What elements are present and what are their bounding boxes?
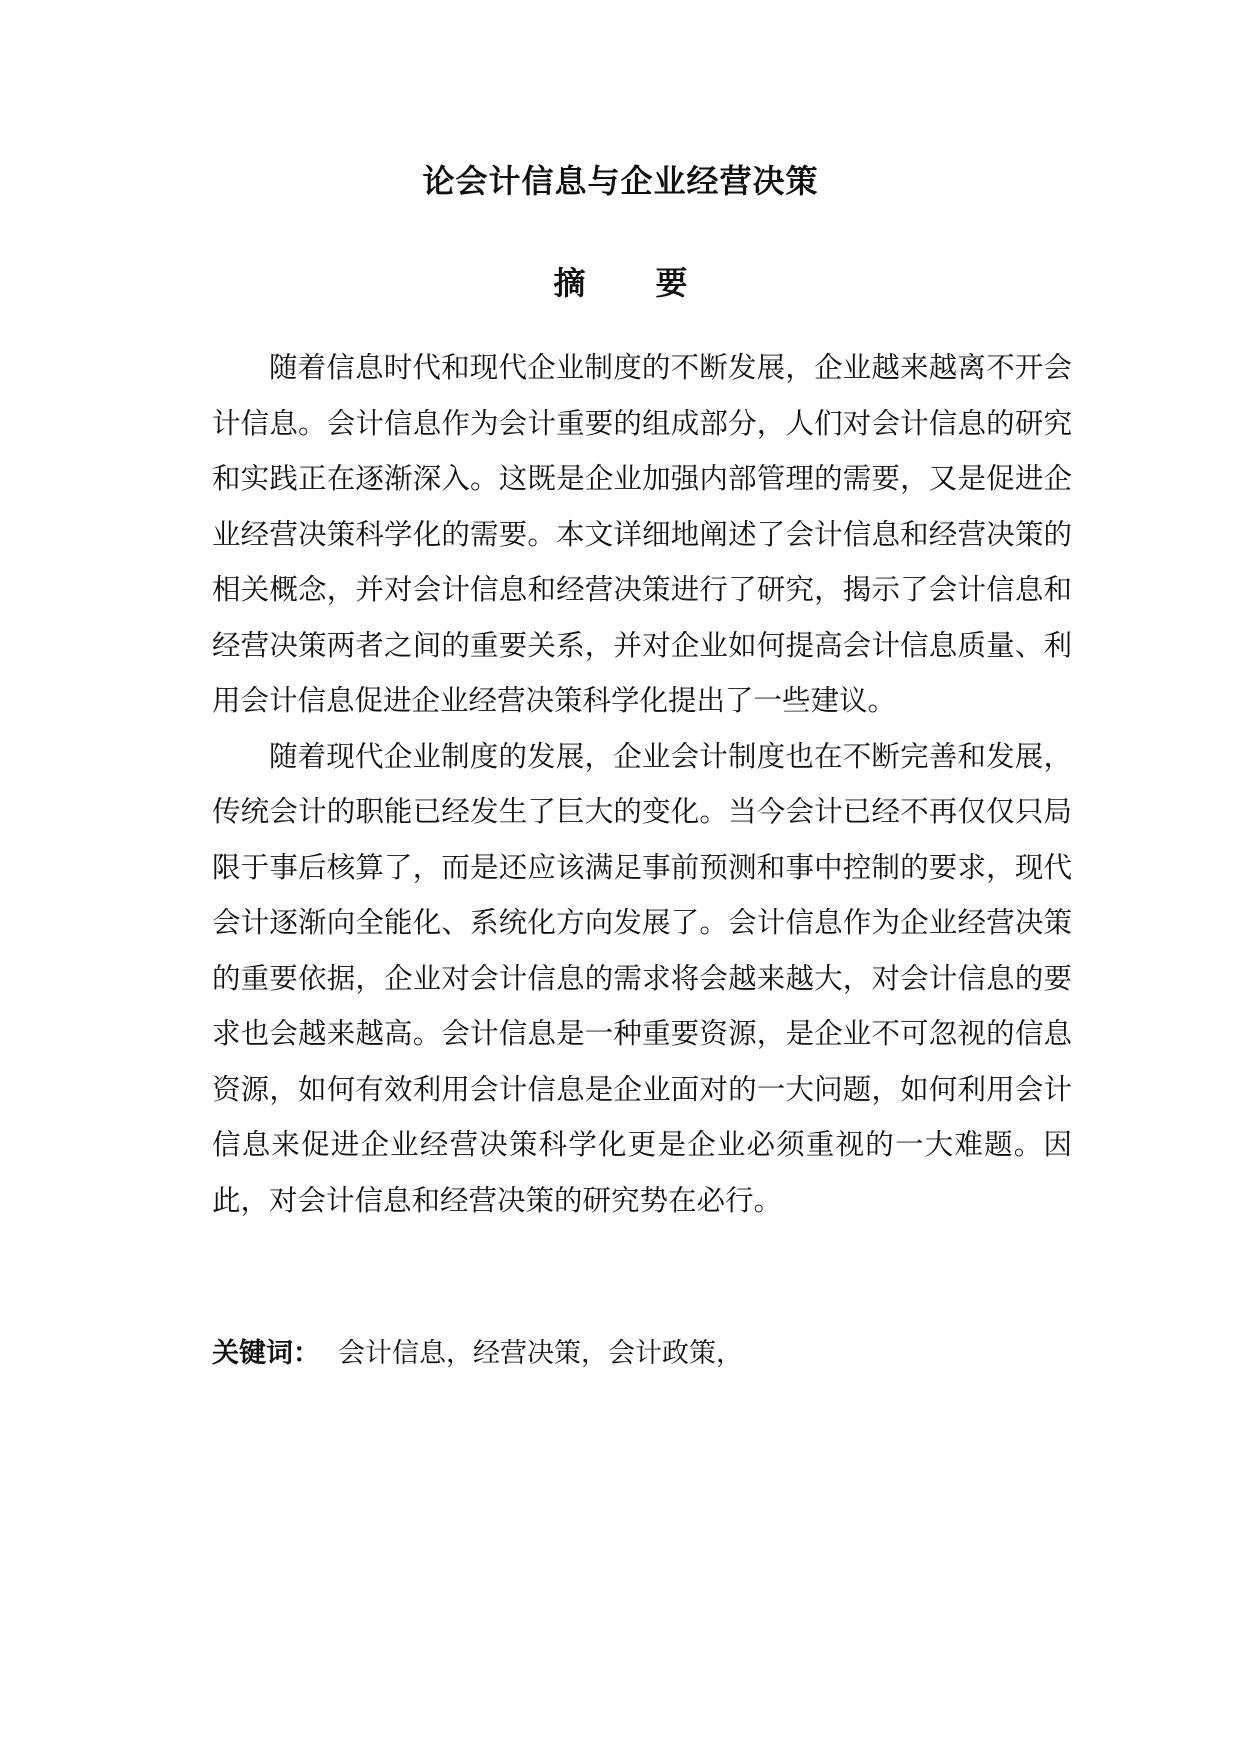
abstract-paragraph-2: 随着现代企业制度的发展，企业会计制度也在不断完善和发展，传统会计的职能已经发生了巨大的变化。当今会计已经不再仅仅只局限于事后核算了，而是还应该满足事前预测和事中控制的要求，现代会计逐渐向全能化、系统化方向发展了。会计信息作为企业经营决策的重要依据，企业对会计信息的需求将会越来越大，对会计信息的要求也会越来越高。会计信息是一种重要资源，是企业不可忽视的信息资源，如何有效利用会计信息是企业面对的一大问题，如何利用会计信息来促进企业经营决策科学化更是企业必须重视的一大难题。因此，对会计信息和经营决策的研究势在必行。 xyxy=(212,739,1072,1217)
abstract-heading-char-2: 要 xyxy=(655,264,688,302)
abstract-heading xyxy=(0,262,1241,304)
abstract-heading-char-1: 摘 xyxy=(553,264,586,302)
abstract-paragraph-1: 随着信息时代和现代企业制度的不断发展，企业越来越离不开会计信息。会计信息作为会计重要的组成部分，人们对会计信息的研究和实践正在逐渐深入。这既是企业加强内部管理的需要，又是促进企业经营决策科学化的需要。本文详细地阐述了会计信息和经营决策的相关概念，并对会计信息和经营决策进行了研究，揭示了会计信息和经营决策两者之间的重要关系，并对企业如何提高会计信息质量、利用会计信息促进企业经营决策科学化提出了一些建议。 xyxy=(212,351,1072,717)
keywords-label: 关键词： xyxy=(212,1338,320,1369)
keywords-value: 会计信息，经营决策，会计政策， xyxy=(338,1338,743,1369)
page-title: 论会计信息与企业经营决策 xyxy=(422,162,819,200)
keywords-line xyxy=(212,1333,743,1374)
abstract-body xyxy=(212,340,1072,1228)
